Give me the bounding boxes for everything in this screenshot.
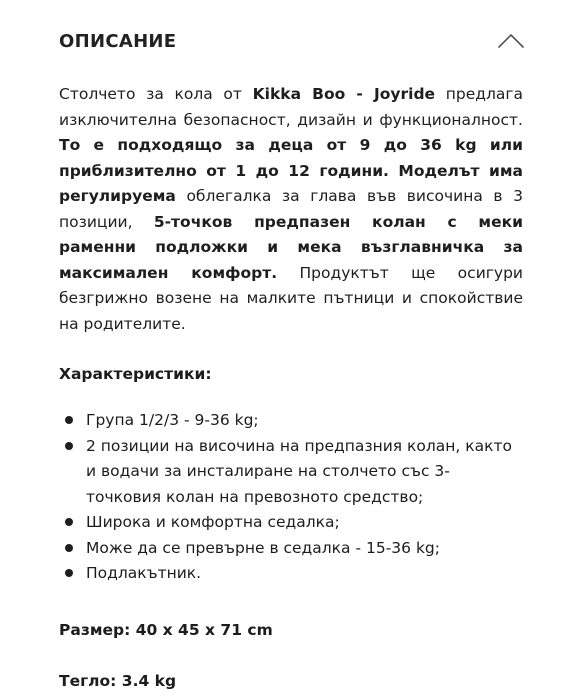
bullet-icon [65,518,73,526]
feature-text: Широка и комфортна седалка; [86,513,340,531]
feature-item [59,434,523,511]
feature-text: 2 позиции на височина на предпазния колан, както и водачи за инсталиране на столчето със 3-точковия колан на превозното средство; [86,436,513,506]
feature-text: Може да се превърне в седалка - 15-36 kg; [86,538,440,557]
bullet-icon [65,544,73,552]
section-title: ОПИСАНИЕ [59,30,177,52]
description-part: Продуктът ще осигури безгрижно возене на малките пътници и спокойствие на родителите. [59,263,523,333]
weight-spec-text: Тегло: 3.4 kg [59,671,177,690]
description-part: облегалка за глава във височина в 3 позиции, [59,187,523,231]
weight-spec [59,669,523,694]
feature-item [59,561,523,587]
feature-item [59,408,523,434]
feature-text: Група 1/2/3 - 9-36 kg; [86,411,259,429]
features-list [59,408,523,587]
description-part: предлага изключителна безопасност, дизайн и функционалност. [59,85,524,129]
accordion-header[interactable] [59,0,523,84]
feature-item [59,510,523,536]
age-info-highlight: То е подходящо за деца от 9 до 36 kg или приблизително от 1 до 12 години. Моделът има регулируема [59,136,523,205]
size-spec [59,618,523,643]
feature-text: Подлакътник. [86,564,202,582]
description-part: Столчето за кола от [59,85,253,103]
feature-item [59,536,523,562]
bullet-icon [65,442,73,450]
description-text [59,82,523,337]
features-heading: Характеристики: [59,365,212,383]
brand-name: Kikka Boo - Joyride [252,85,436,103]
harness-info-highlight: 5-точков предпазен колан с меки раменни подложки и мека възглавничка за максимален комфорт. [59,212,523,282]
bullet-icon [65,569,73,577]
chevron-up-icon[interactable] [496,28,526,52]
bullet-icon [65,416,73,424]
size-spec-text: Размер: 40 x 45 x 71 cm [59,620,273,639]
